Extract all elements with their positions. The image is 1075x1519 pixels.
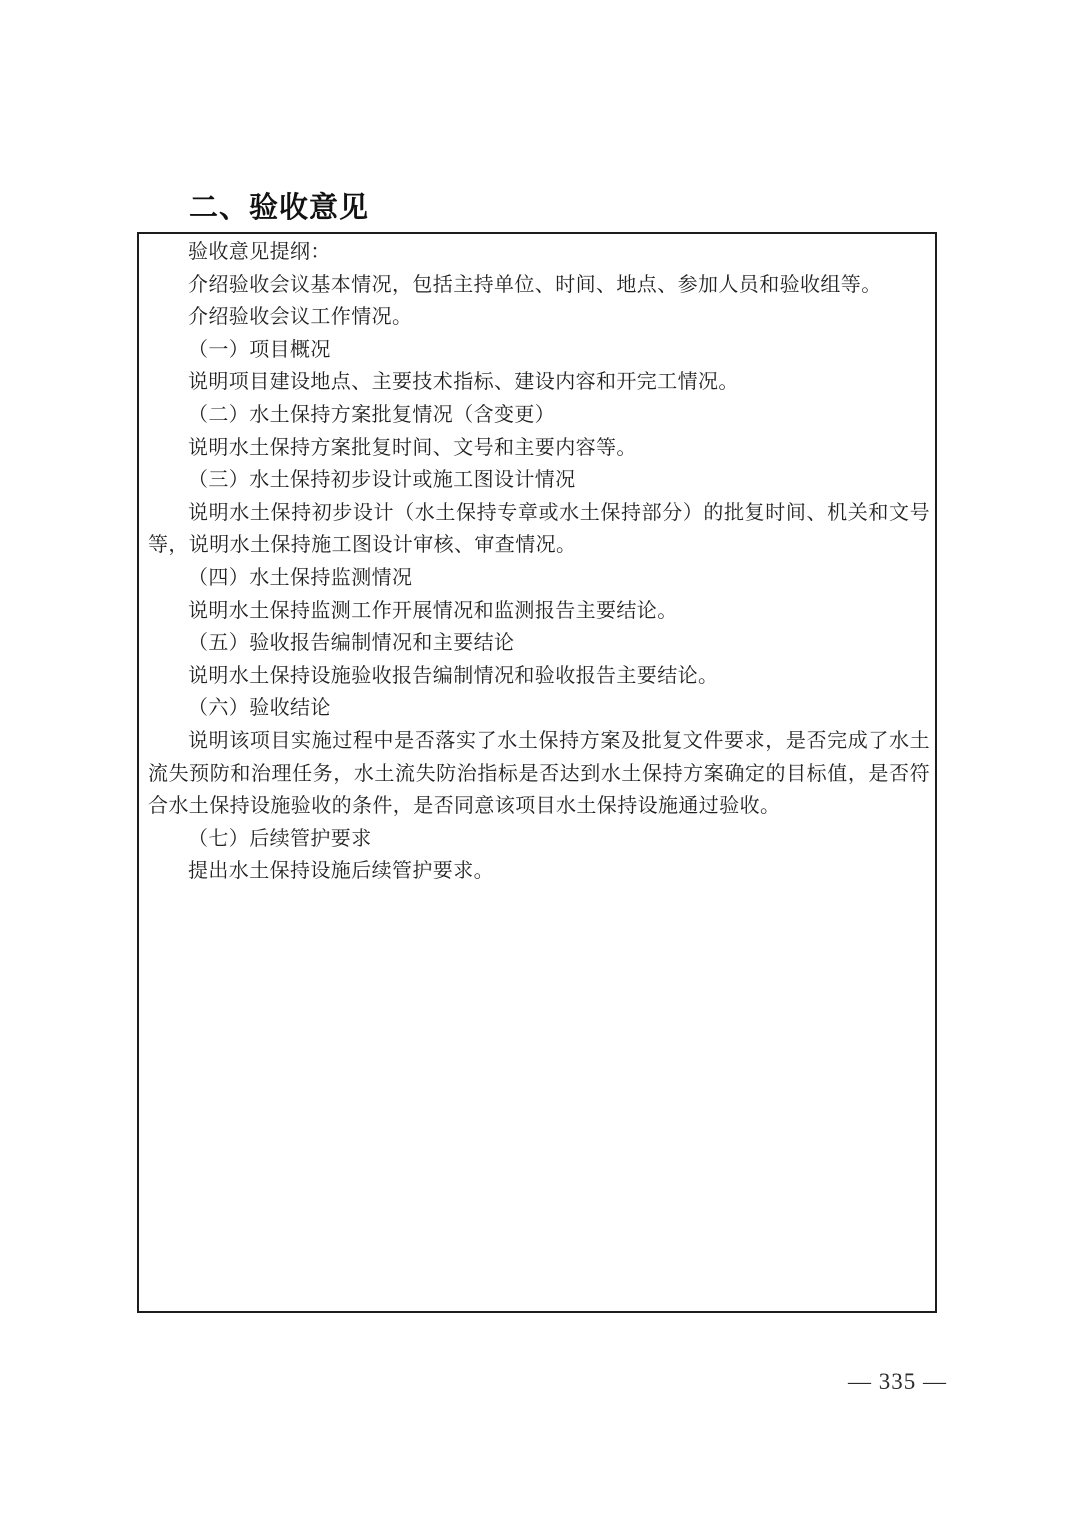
outline-paragraph: （七）后续管护要求 [188, 827, 372, 850]
outline-paragraph: 说明项目建设地点、主要技术指标、建设内容和开完工情况。 [188, 371, 739, 394]
outline-paragraph: 说明水土保持监测工作开展情况和监测报告主要结论。 [188, 599, 678, 622]
outline-paragraph: （四）水土保持监测情况 [188, 566, 413, 589]
outline-paragraph: 说明水土保持方案批复时间、文号和主要内容等。 [188, 436, 637, 459]
outline-paragraph: 提出水土保持设施后续管护要求。 [188, 860, 494, 883]
outline-paragraph: 介绍验收会议基本情况，包括主持单位、时间、地点、参加人员和验收组等。 [188, 273, 882, 296]
outline-box [137, 232, 937, 1313]
outline-paragraph: 说明该项目实施过程中是否落实了水土保持方案及批复文件要求，是否完成了水土流失预防和治理任务，水土流失防治指标是否达到水土保持方案确定的目标值，是否符合水土保持设施验收的条件，是否同意该项目水土保持设施通过验收。 [148, 729, 930, 818]
outline-paragraph: （三）水土保持初步设计或施工图设计情况 [188, 469, 576, 492]
outline-paragraph: 验收意见提纲： [188, 241, 331, 263]
outline-paragraph: 说明水土保持初步设计（水土保持专章或水土保持部分）的批复时间、机关和文号等，说明水土保持施工图设计审核、审查情况。 [148, 501, 930, 557]
outline-paragraph: （一）项目概况 [188, 338, 331, 361]
outline-paragraph: 介绍验收会议工作情况。 [188, 306, 413, 329]
outline-paragraph: （六）验收结论 [188, 697, 331, 720]
section-heading: 二、验收意见 [189, 192, 370, 224]
outline-paragraph: 说明水土保持设施验收报告编制情况和验收报告主要结论。 [188, 664, 719, 687]
outline-paragraph: （二）水土保持方案批复情况（含变更） [188, 403, 556, 426]
page-number: — 335 — [848, 1369, 947, 1394]
outline-paragraph: （五）验收报告编制情况和主要结论 [188, 632, 515, 655]
